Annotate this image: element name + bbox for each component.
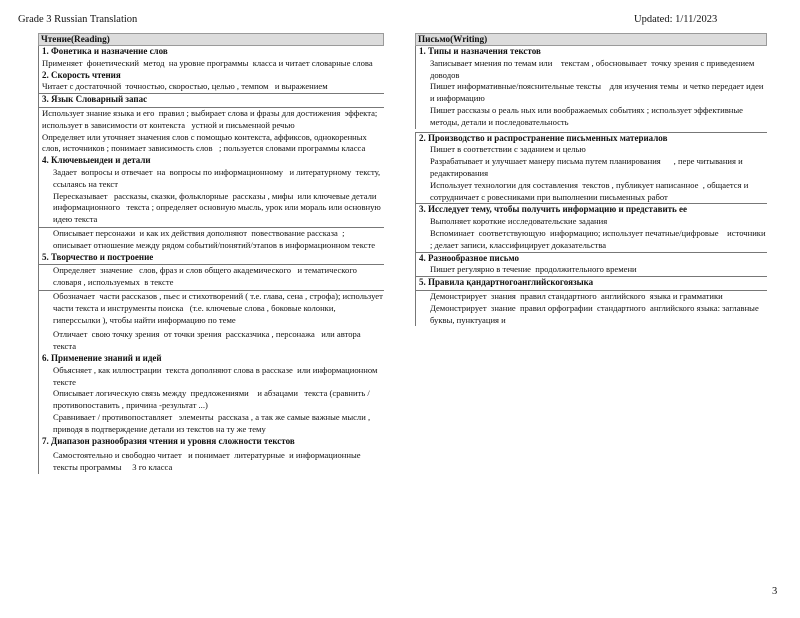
writing-section-2 <box>415 132 767 204</box>
writing-s1-text-3: Пишет рассказы о реаль ных или воображаемых событиях ; использует эффективные методы, детали и последовательность <box>430 104 746 127</box>
header-updated-date: Updated: 1/11/2023 <box>634 14 718 25</box>
reading-s4-text-3: Описывает персонажи и как их действия дополняют повествование рассказа ; описывает отношение между рядом событий/понятий/этапов в информационном тексте <box>39 227 384 252</box>
reading-column-title: Чтение(Reading) <box>38 33 384 46</box>
writing-section-1 <box>415 46 767 129</box>
writing-section-1-title: 1. Типы и назначения текстов <box>419 46 541 56</box>
writing-s2-text-2: Разрабатывает и улучшает манеру письма путем планирования , пере читывания и редактирования <box>430 156 745 178</box>
reading-section-2-title: 2. Скорость чтения <box>42 69 121 80</box>
reading-s5-text-3: Отличает свою точку зрения от точки зрения рассказчика , персонажа или автора текста <box>53 329 365 352</box>
reading-section-3-title: 3. Язык Словарный запас <box>42 94 148 105</box>
writing-section-2-title: 2. Производство и распространение письменных материалов <box>419 132 668 143</box>
writing-s1-text-2: Пишет информативные/пояснительные тексты для изучения темы и четко передает идеи и информацию <box>430 81 766 104</box>
reading-s6-text-2: Описывает логическую связь между предложениями и абзацами текста (сравнить / противопоставить , причина -результат ...) <box>53 388 372 411</box>
reading-section-2 <box>38 70 384 94</box>
reading-s4-text-2: Пересказывает рассказы, сказки, фольклорные рассказы , мифы или ключевые детали информационного текста ; определяет основную мысль, урок или мораль или основную идею текста <box>53 190 383 225</box>
reading-section-3 <box>38 93 384 155</box>
writing-section-4-title: 4. Разнообразное письмо <box>419 252 519 263</box>
writing-s2-text-3: Использует технологии для составления текстов , публикует написанное , общается и сотрудничает с ровесниками при выполнении письменных работ <box>430 179 751 202</box>
reading-s6-text-3: Сравнивает / противопоставляет элементы рассказа , а так же самые важные мысли , приводя в подтверждение детали из текстов на ту же тему <box>53 411 373 434</box>
reading-s3-text-1: Использует знание языка и его правил ; выбирает слова и фразы для достижения эффекта; использует в зависимости от контекста устной и письменной речью <box>39 107 384 132</box>
writing-s4-text-1: Пишет регулярно в течение продолжительного времени <box>430 264 637 275</box>
reading-section-4-title: 4. Ключевыеидеи и детали <box>42 155 151 166</box>
reading-s3-text-2: Определяет или уточняет значения слов с помощью контекста, аффиксов, однокоренных слов, источников ; понимает зависимость слов ; пользуется словами программы класса <box>42 131 369 154</box>
reading-s5-text-1: Определяет значение слов, фраз и слов общего академического и тематического словаря , используемых в тексте <box>39 264 384 289</box>
reading-section-6-title: 6. Применение знаний и идей <box>42 352 162 363</box>
reading-s1-text: Применяет фонетический метод на уровне программы класса и читает словарные слова <box>42 57 373 68</box>
writing-s5-text-2: Демонстрирует знание правил орфографии стандартного английского языка: заглавные буквы, пунктуация и <box>430 302 761 325</box>
reading-section-1 <box>38 46 384 70</box>
reading-section-4 <box>38 155 384 251</box>
page-number: 3 <box>772 586 778 597</box>
reading-s6-text-1: Объясняет , как иллюстрации текста дополняют слова в рассказе или информационном тексте <box>53 364 387 387</box>
writing-column <box>415 33 767 326</box>
header-left-title: Grade 3 Russian Translation <box>18 14 138 25</box>
reading-column <box>38 33 387 474</box>
writing-column-title: Письмо(Writing) <box>415 33 767 46</box>
reading-section-7 <box>38 436 384 474</box>
writing-section-5 <box>415 276 767 326</box>
writing-s3-text-2: Вспоминает соответствующую информацию; использует печатные/цифровые источники ; делает записи, классифицирует доказательства <box>430 227 768 250</box>
reading-section-7-title: 7. Диапазон разнообразия чтения и уровня сложности текстов <box>42 435 295 446</box>
writing-s2-text-1: Пишет в соответствии с заданием и целью <box>430 144 586 155</box>
reading-s4-text-1: Задает вопросы и отвечает на вопросы по информационному и литературному тексту, ссылаясь на текст <box>53 166 383 189</box>
writing-section-3 <box>415 203 767 251</box>
writing-s1-text-1: Записывает мнения по темам или текстам , обосновывает точку зрения с приведением доводов <box>430 57 763 80</box>
writing-s5-text-1: Демонстрирует знания правил стандартного английского языка и грамматики <box>416 290 767 303</box>
reading-section-6 <box>38 352 387 436</box>
reading-s7-text-1: Самостоятельно и свободно читает и понимает литературные и информационные тексты программы 3 го класса <box>53 450 363 473</box>
writing-section-3-title: 3. Исследует тему, чтобы получить информацию и представить ее <box>419 204 688 215</box>
reading-section-1-title: 1. Фонетика и назначение слов <box>42 46 168 56</box>
reading-s2-text: Читает с достаточной точностью, скоростью, целью , темпом и выражением <box>42 81 328 92</box>
reading-section-5 <box>38 252 384 353</box>
writing-s3-text-1: Выполняет короткие исследовательские задания <box>430 216 608 227</box>
writing-section-4 <box>415 252 767 277</box>
reading-s5-text-2: Обозначает части рассказов , пьес и стихотворений ( т.е. глава, сена , строфа); использует части текста и инструменты поиска (т.е. ключевые слова , боковые колонки, гиперссылки ), чтобы найти информацию по теме <box>39 290 384 326</box>
reading-section-5-title: 5. Творчество и построение <box>42 251 154 262</box>
writing-section-5-title: 5. Правила қандартногоанглийскогоязыка <box>419 277 594 288</box>
